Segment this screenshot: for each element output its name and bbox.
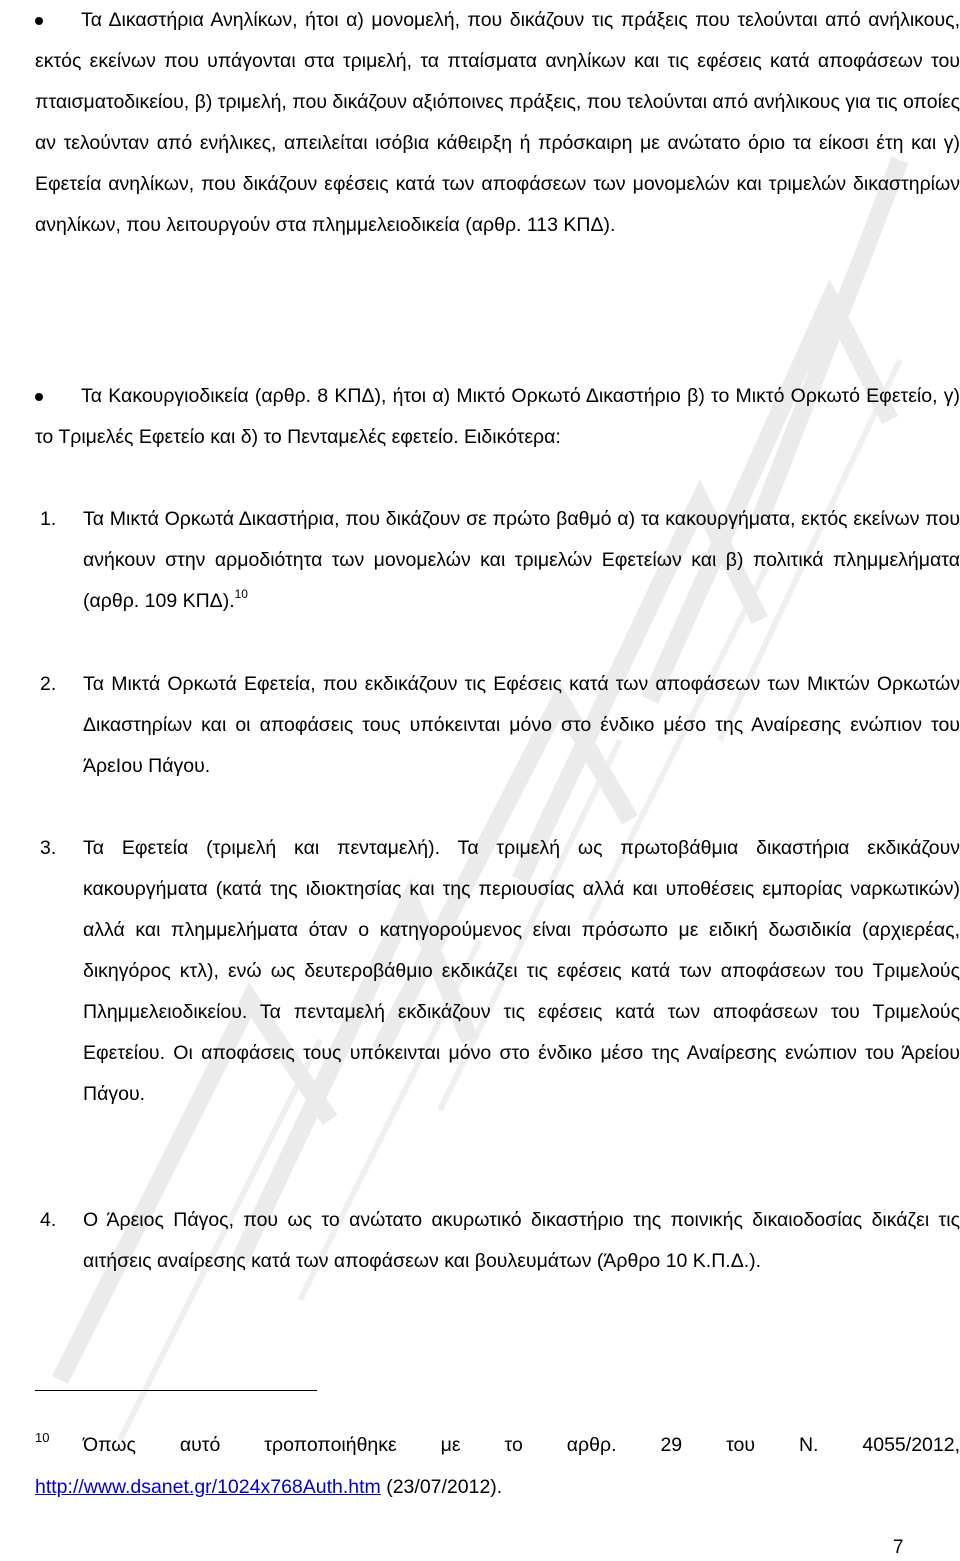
item-number: 4. — [40, 1209, 57, 1231]
footnote-word: το — [504, 1434, 523, 1456]
footnote-word: τροποποιήθηκε — [264, 1434, 397, 1456]
footnote-word: αυτό — [179, 1434, 221, 1456]
item-text: Τα Εφετεία (τριμελή και πενταμελή). Τα τριμελή ως πρωτοβάθμια δικαστήρια εκδικάζουν κακουργήματα (κατά της ιδιοκτησίας και της περιουσίας αλλά και υποθέσεις εμπορίας ναρκωτικών) αλλά και πλημμελήματα όταν ο κατηγορούμενος είναι πρόσωπο με ειδική δωσιδικία (αρχιερέας, δικηγόρος κτλ), ενώ ως δευτεροβάθμιο εκδικάζει τις εφέσεις κατά των αποφάσεων του Τριμελούς Πλημμελειοδικείου. Τα πενταμελή εκδικάζουν τις εφέσεις κατά των αποφάσεων του Τριμελούς Εφετείου. Οι αποφάσεις τους υπόκεινται μόνο στο ένδικο μέσο της Αναίρεσης ενώπιον του Άρείου Πάγου. — [83, 837, 960, 1105]
item-number: 3. — [40, 837, 57, 859]
bullet-dot-icon — [35, 393, 43, 401]
numbered-item — [35, 1200, 960, 1282]
footnote-word: Όπως — [83, 1434, 136, 1456]
footnote-number: 10 — [35, 1430, 50, 1445]
footnote-word: Ν. — [798, 1434, 819, 1456]
item-text: Τα Μικτά Ορκωτά Εφετεία, που εκδικάζουν τις Εφέσεις κατά των αποφάσεων των Μικτών Ορκωτών Δικαστηρίων και οι αποφάσεις τους υπόκεινται μόνο στο ένδικο μέσο της Αναίρεσης ενώπιον του ΆρεΙου Πάγου. — [83, 673, 960, 777]
numbered-item — [35, 499, 960, 622]
numbered-item — [35, 664, 960, 787]
footnote-reference[interactable]: 10 — [234, 587, 248, 601]
page-number: 7 — [893, 1537, 904, 1558]
footnote-word: του — [726, 1434, 756, 1456]
item-number: 1. — [40, 508, 57, 530]
item-number: 2. — [40, 673, 57, 695]
footnote-word: με — [440, 1434, 461, 1456]
footnote-word: 29 — [660, 1434, 683, 1456]
footnote-link[interactable]: http://www.dsanet.gr/1024x768Auth.htm — [35, 1476, 381, 1498]
footnote-word: αρθρ. — [566, 1434, 617, 1456]
footnote-date: (23/07/2012). — [386, 1476, 503, 1498]
item-text: Ο Άρειος Πάγος, που ως το ανώτατο ακυρωτικό δικαστήριο της ποινικής δικαιοδοσίας δικάζει τις αιτήσεις αναίρεσης κατά των αποφάσεων και βουλευμάτων (Άρθρο 10 Κ.Π.Δ.). — [83, 1209, 960, 1272]
numbered-item — [35, 828, 960, 1115]
bullet-dot-icon — [35, 17, 43, 25]
item-text — [83, 499, 960, 622]
bullet-text: Τα Δικαστήρια Ανηλίκων, ήτοι α) μονομελή, που δικάζουν τις πράξεις που τελούνται από ανήλικους, εκτός εκείνων που υπάγονται στα τριμελή, τα πταίσματα ανηλίκων και τις εφέσεις κατά αποφάσεων του πταισματοδικείου, β) τριμελή, που δικάζουν αξιόποινες πράξεις, που τελούνται από ανήλικους για τις οποίες αν τελούνταν από ενήλικες, απειλείται ισόβια κάθειρξη ή πρόσκαιρη με ανώτατο όριο τα είκοσι έτη και γ) Εφετεία ανηλίκων, που δικάζουν εφέσεις κατά των αποφάσεων των μονομελών και τριμελών δικαστηρίων ανηλίκων, που λειτουργούν στα πλημμελειοδικεία (αρθρ. 113 ΚΠΔ). — [35, 9, 960, 236]
bullet-text: Τα Κακουργιοδικεία (αρθρ. 8 ΚΠΔ), ήτοι α) Μικτό Ορκωτό Δικαστήριο β) το Μικτό Ορκωτό Εφετείο, γ) το Τριμελές Εφετείο και δ) το Πενταμελές εφετείο. Ειδικότερα: — [35, 385, 960, 448]
footnote-separator — [35, 1390, 317, 1391]
footnote-source — [35, 1476, 502, 1499]
bullet-item — [35, 0, 960, 246]
footnote-line — [83, 1434, 960, 1457]
footnote-word: 4055/2012, — [862, 1434, 960, 1456]
bullet-item — [35, 376, 960, 458]
item-text-body: Τα Μικτά Ορκωτά Δικαστήρια, που δικάζουν σε πρώτο βαθμό α) τα κακουργήματα, εκτός εκείνων που ανήκουν στην αρμοδιότητα των μονομελών και τριμελών Εφετείων και β) πολιτικά πλημμελήματα (αρθρ. 109 ΚΠΔ). — [83, 508, 960, 612]
